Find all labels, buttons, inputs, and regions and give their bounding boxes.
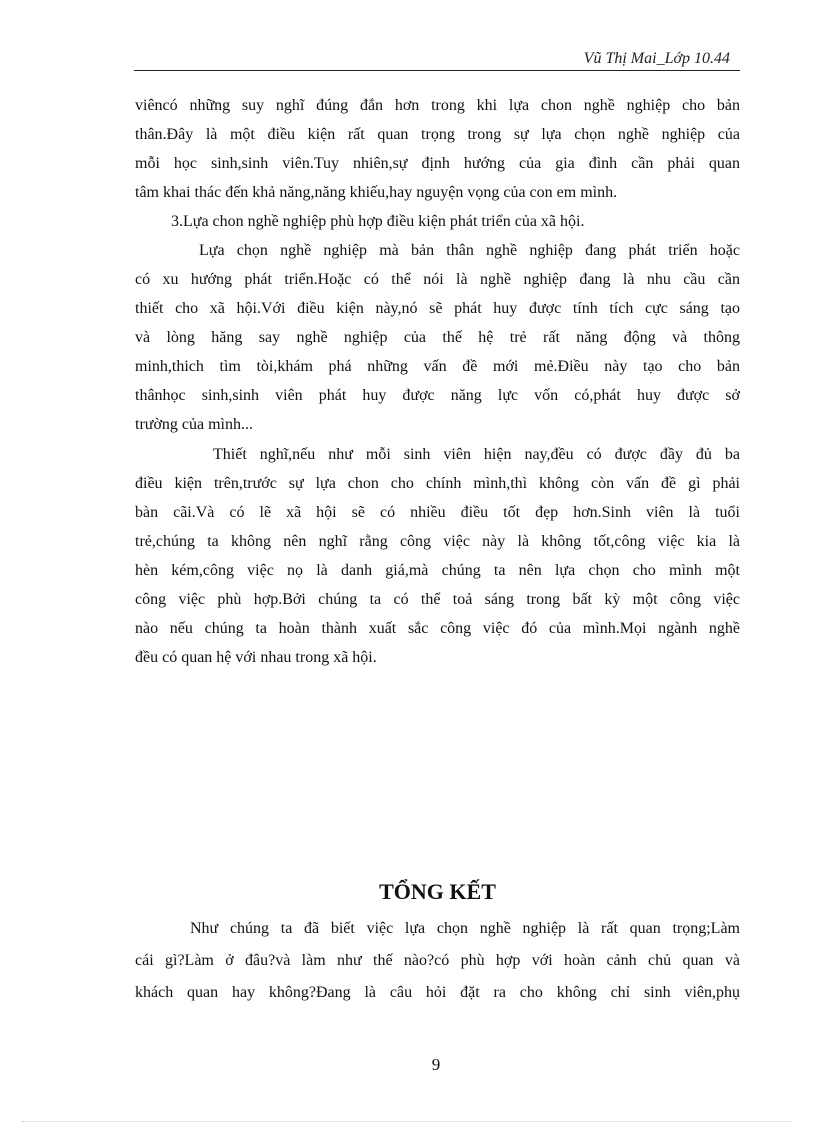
summary-line: cái gì?Làm ở đâu?và làm như thế nào?có phù hợp với hoàn cảnh chủ quan và <box>135 952 740 969</box>
paragraph-3 <box>135 236 740 439</box>
paragraph-line: bàn cãi.Và có lẽ xã hội sẽ có nhiều điều tốt đẹp hơn.Sinh viên là tuổi <box>135 504 740 521</box>
paragraph-line: viêncó những suy nghĩ đúng đắn hơn trong khi lựa chon nghề nghiệp cho bản <box>135 97 740 114</box>
page-number: 9 <box>431 1055 441 1074</box>
paragraph-line: và lòng hăng say nghề nghiệp của thế hệ trẻ rất năng động và thông <box>135 329 740 346</box>
summary-title: TỔNG KẾT <box>379 879 496 904</box>
paragraph-line: trẻ,chúng ta không nên nghĩ rằng công việc này là không tốt,công việc kia là <box>135 533 740 550</box>
paragraph-line: đều có quan hệ với nhau trong xã hội. <box>135 649 377 666</box>
paragraph-2-heading <box>135 207 740 236</box>
paragraph-line: thânhọc sinh,sinh viên phát huy được năng lực vốn có,phát huy được sở <box>135 387 740 404</box>
paragraph-line: tâm khai thác đến khả năng,năng khiếu,hay nguyện vọng của con em mình. <box>135 184 618 201</box>
summary-line: khách quan hay không?Đang là câu hỏi đặt ra cho không chỉ sinh viên,phụ <box>135 984 740 1001</box>
summary-section <box>135 913 740 1009</box>
body-text <box>135 91 740 672</box>
section-heading-line: 3.Lựa chon nghề nghiệp phù hợp điều kiện phát triển của xã hội. <box>171 213 585 230</box>
paragraph-line: thân.Đây là một điều kiện rất quan trọng trong sự lựa chọn nghề nghiệp của <box>135 126 740 143</box>
paragraph-line: công việc phù hợp.Bởi chúng ta có thể toả sáng trong bất kỳ một công việc <box>135 591 740 608</box>
paragraph-1 <box>135 91 740 207</box>
paragraph-line: có xu hướng phát triển.Hoặc có thể nói là nghề nghiệp đang là nhu cầu cần <box>135 271 740 288</box>
page-header <box>134 44 740 71</box>
paragraph-4 <box>135 440 740 672</box>
paragraph-line: nào nếu chúng ta hoàn thành xuất sắc công việc đó của mình.Mọi ngành nghề <box>135 620 740 637</box>
paragraph-line: Lựa chọn nghề nghiệp mà bản thân nghề nghiệp đang phát triển hoặc <box>199 242 740 259</box>
summary-line: Như chúng ta đã biết việc lựa chọn nghề nghiệp là rất quan trọng;Làm <box>190 920 740 937</box>
paragraph-line: thiết cho xã hội.Với điều kiện này,nó sẽ phát huy được tính tích cực sáng tạo <box>135 300 740 317</box>
paragraph-line: điều kiện trên,trước sự lựa chon cho chính mình,thì không còn vấn đề gì phải <box>135 475 740 492</box>
paragraph-line: Thiết nghĩ,nếu như mỗi sinh viên hiện nay,đều có được đầy đủ ba <box>213 446 740 463</box>
paragraph-line: hèn kém,công việc nọ là danh giá,mà chúng ta nên lựa chọn cho mình một <box>135 562 740 579</box>
paragraph-line: mỗi học sinh,sinh viên.Tuy nhiên,sự định hướng của gia đình cần phải quan <box>135 155 740 172</box>
page-bottom-border <box>22 1121 792 1122</box>
paragraph-line: trường của mình... <box>135 416 253 433</box>
header-author-class: Vũ Thị Mai_Lớp 10.44 <box>583 50 730 67</box>
paragraph-line: minh,thich tìm tòi,khám phá những vấn đề mới mẻ.Điều này tạo cho bản <box>135 358 740 375</box>
